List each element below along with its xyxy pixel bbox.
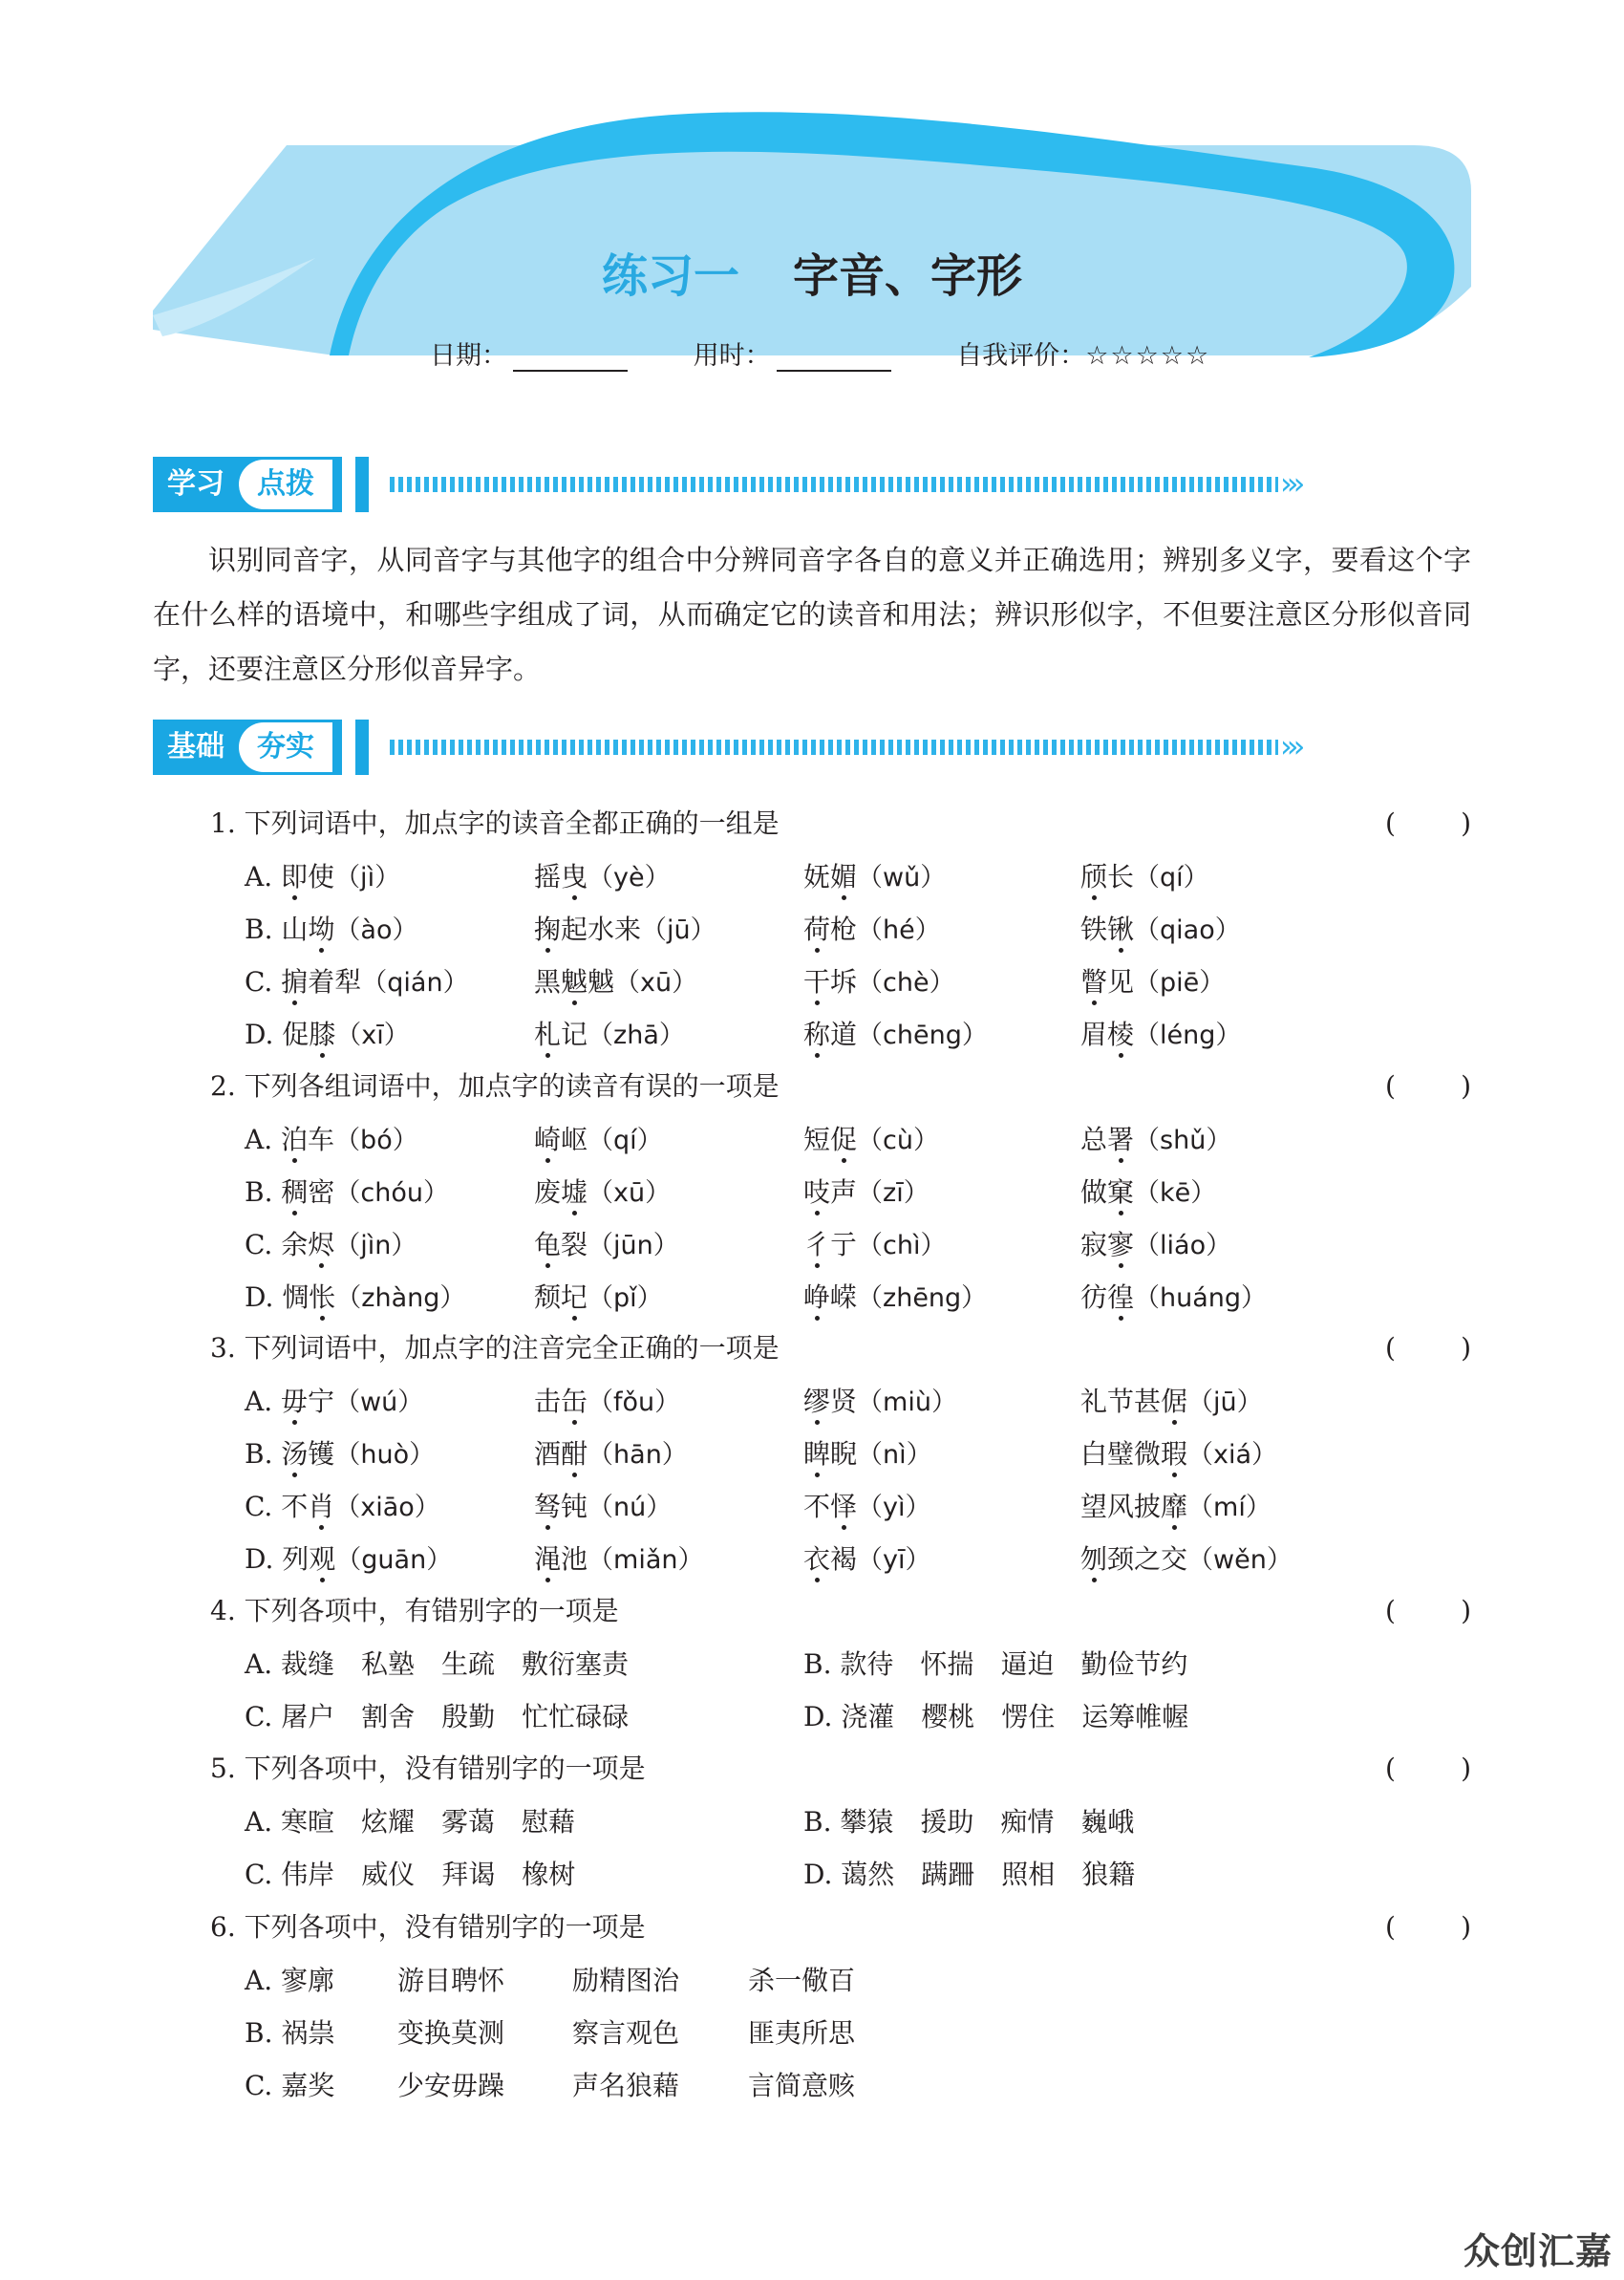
pinyin: （guān） [335,1545,453,1575]
pinyin: （liáo） [1134,1231,1232,1260]
word-part: 总 [1080,1124,1108,1155]
dotted-char: 札 [534,1019,562,1050]
word-part: 山 [281,914,309,945]
option-letter: C. [245,966,282,998]
chevrons-icon: ››› [1280,728,1300,764]
option-row [245,1850,1391,1900]
option-letter: A. [245,861,282,893]
dotted-char: 窠 [1107,1176,1135,1208]
dotted-char: 毋 [281,1386,309,1417]
option-letter: B. [245,1438,282,1470]
option-item: C. 嘉奖 [245,2070,335,2101]
option-item: 游目聘怀 [397,1965,505,1996]
option-row [245,1010,1391,1060]
dotted-char: 汤 [281,1438,309,1470]
option-item [534,1482,672,1533]
option-row [245,1956,1391,2006]
option-row [245,1482,1391,1532]
option-item [1080,1482,1271,1533]
question-stem [210,1063,1471,1110]
answer-blank[interactable] [1385,1904,1471,1951]
pinyin: （xī） [335,1021,410,1050]
paren-left: ( [1385,1332,1396,1364]
dotted-char: 怿 [830,1491,858,1522]
word-part: 道 [830,1019,858,1050]
dotted-char: 峥 [803,1281,831,1313]
section-label-b: 点拨 [239,460,332,509]
option-letter: C. [245,1491,282,1522]
option-item: 励精图治 [572,1965,680,1996]
word-part: 密 [308,1176,335,1208]
paren-right: ) [1461,1753,1471,1784]
question-stem [210,1904,1471,1951]
answer-blank[interactable] [1385,800,1471,848]
word-part: 摇 [534,861,562,893]
pinyin: （shǔ） [1134,1126,1232,1155]
dotted-char: 倨 [1161,1386,1188,1417]
pinyin: （mí） [1187,1493,1271,1522]
word-part: 车 [308,1124,335,1155]
word-part: 见 [1107,966,1135,998]
eval-label: 自我评价： [956,341,1086,371]
option-row [245,2009,1391,2058]
dotted-char: 稠 [281,1176,309,1208]
question-stem [210,1745,1471,1793]
word-part: 褐 [830,1543,858,1575]
pinyin: （huáng） [1134,1283,1268,1313]
word-part: 睨 [830,1438,858,1470]
pinyin: （yè） [588,863,671,893]
dotted-char: 衣 [803,1543,831,1575]
word-part: 寂 [1080,1229,1108,1260]
dotted-rule [390,740,1278,755]
word-part: 宁 [308,1386,335,1417]
option-item [534,1168,671,1218]
pinyin: （xū） [614,968,698,998]
option-letter: D. [245,1543,283,1575]
option-letter: A. [245,1386,282,1417]
option-item [534,957,697,1008]
dotted-char: 媚 [830,861,858,893]
dotted-char: 泊 [281,1124,309,1155]
dotted-char: 锹 [1107,914,1135,945]
pinyin: （cù） [857,1126,939,1155]
word-part: 做 [1080,1176,1108,1208]
question-text: 1. 下列词语中，加点字的读音全都正确的一组是 [210,807,780,839]
word-part: 彷 [1080,1281,1108,1313]
option-row [245,1377,1391,1427]
pinyin: （bó） [334,1126,418,1155]
word-part: 黑 [534,966,562,998]
option-item: B. 攀猿 援助 痴情 巍峨 [803,1806,1135,1838]
pinyin: （chóu） [334,1178,450,1208]
option-item [1080,1377,1263,1428]
question-text: 5. 下列各项中，没有错别字的一项是 [210,1753,646,1784]
dotted-char: 瞥 [1080,966,1108,998]
paren-right: ) [1461,1911,1471,1943]
dotted-char: 署 [1107,1124,1135,1155]
paren-left: ( [1385,1911,1396,1943]
pinyin: （pǐ） [588,1283,663,1313]
word-part: 铁 [1080,914,1108,945]
option-item [803,1115,939,1166]
word-part: 列 [282,1543,310,1575]
option-row [245,1797,1391,1847]
option-item [803,1377,957,1428]
time-label: 用时： [693,341,771,371]
pinyin: （chēng） [857,1021,988,1050]
option-item: 言简意赅 [748,2070,856,2101]
option-item: D. 浇灌 樱桃 愣住 运筹帷幄 [803,1701,1189,1732]
dotted-char: 怅 [309,1281,336,1313]
option-letter: B. [245,914,282,945]
option-item [1080,1535,1293,1585]
dotted-char: 干 [803,966,831,998]
question-stem [210,800,1471,848]
dotted-char: 酣 [561,1438,588,1470]
dotted-char: 靡 [1161,1491,1188,1522]
pinyin: （xiá） [1187,1440,1278,1470]
pinyin: （qí） [588,1126,663,1155]
dotted-char: 颀 [1080,861,1108,893]
section-header-basics [153,720,1299,775]
exercise-number: 练习一 [601,249,739,303]
option-item: 察言观色 [572,2017,680,2049]
word-part: 着犁 [308,966,362,998]
dotted-char: 圮 [561,1281,588,1313]
option-item [245,1168,449,1218]
option-row [245,2061,1391,2111]
pinyin: （ào） [334,915,418,945]
option-item [803,1168,930,1218]
dotted-char: 吱 [803,1176,831,1208]
word-part: 眉 [1080,1019,1108,1050]
section-label-a: 基础 [167,730,224,764]
page-title [0,239,1624,305]
dotted-char: 寥 [1107,1229,1135,1260]
option-row [245,1220,1391,1270]
option-item [803,905,941,956]
option-letter: D. [245,1281,283,1313]
option-row [245,852,1391,902]
question-text: 2. 下列各组词语中，加点字的读音有误的一项是 [210,1070,780,1102]
word-part: 亍 [830,1229,858,1260]
paren-left: ( [1385,1753,1396,1784]
option-row [245,957,1391,1007]
word-part: 嵘 [830,1281,858,1313]
dotted-char: 渑 [534,1543,562,1575]
pinyin: （jūn） [588,1231,679,1260]
option-letter: D. [245,1019,283,1050]
intro-paragraph: 识别同音字，从同音字与其他字的组合中分辨同音字各自的意义并正确选用；辨别多义字，要看这个字在什么样的语境中，和哪些字组成了词，从而确定它的读音和用法；辨识形似字，不但要注意区分形似音同字，还要注意区分形似音异字。 [153,544,1471,685]
pinyin: （hé） [857,915,941,945]
paren-left: ( [1385,1595,1396,1626]
pinyin: （hān） [588,1440,688,1470]
dotted-char: 魆 [561,966,588,998]
option-item [534,1010,685,1061]
option-item [245,1535,452,1585]
pinyin: （zī） [857,1178,930,1208]
dotted-char: 龟 [534,1229,562,1260]
option-item: C. 屠户 割舍 殷勤 忙忙碌碌 [245,1701,630,1732]
option-item [803,1535,931,1585]
pinyin: （wěn） [1187,1545,1293,1575]
pinyin: （yì） [857,1493,931,1522]
dotted-char: 墟 [561,1176,588,1208]
option-row [245,1535,1391,1584]
option-item [245,1220,417,1271]
pinyin: （léng） [1134,1021,1242,1050]
section-label-b: 夯实 [239,722,332,772]
option-item: 少安毋躁 [397,2070,505,2101]
option-item [1080,1115,1231,1166]
word-part: 岖 [561,1124,588,1155]
rating-stars[interactable]: ☆☆☆☆☆ [1085,341,1211,371]
pinyin: （miù） [857,1387,957,1417]
answer-blank[interactable] [1385,1745,1471,1793]
option-item [534,1535,704,1585]
option-item [534,905,716,956]
pinyin: （qiao） [1134,915,1241,945]
option-item [1080,1430,1277,1480]
paren-right: ) [1461,1595,1471,1626]
pinyin: （qián） [361,968,469,998]
option-item: A. 寒暄 炫耀 雾蔼 慰藉 [245,1806,576,1838]
word-part: 望风披 [1080,1491,1162,1522]
question-text: 4. 下列各项中，有错别字的一项是 [210,1595,619,1626]
option-item [803,957,955,1008]
section-label-a: 学习 [167,467,224,501]
dotted-char: 徨 [1107,1281,1135,1313]
pinyin: （qí） [1134,863,1209,893]
option-item: A. 寥廓 [245,1965,335,1996]
dotted-char: 驽 [534,1491,562,1522]
dotted-char: 睥 [803,1438,831,1470]
option-row [245,1273,1391,1323]
word-part: 坼 [830,966,858,998]
option-item [1080,905,1241,956]
meta-row [430,334,1210,372]
option-item: B. 款待 怀揣 逼迫 勤俭节约 [803,1648,1188,1680]
paren-right: ) [1461,1070,1471,1102]
word-part: 颓 [534,1281,562,1313]
chevrons-icon: ››› [1280,465,1300,502]
dotted-char: 荷 [803,914,831,945]
time-field[interactable] [777,347,891,372]
dotted-char: 彳 [803,1229,831,1260]
word-part: 白璧微 [1080,1438,1162,1470]
pinyin: （nì） [857,1440,932,1470]
dotted-char: 曳 [561,861,588,893]
option-row [245,1115,1391,1165]
option-item [245,1115,418,1166]
dotted-char: 即 [281,861,309,893]
answer-blank[interactable] [1385,1324,1471,1372]
word-part: 声 [830,1176,858,1208]
pinyin: （miǎn） [588,1545,704,1575]
option-item [803,1273,987,1323]
word-part: 礼节甚 [1080,1386,1162,1417]
option-item [803,1430,932,1480]
paren-right: ) [1461,807,1471,839]
pinyin: （piē） [1134,968,1226,998]
option-item: B. 祸祟 [245,2017,335,2049]
pinyin: （xiāo） [334,1493,440,1522]
dotted-rule [390,477,1278,492]
pinyin: （wǔ） [857,863,947,893]
option-row [245,1692,1391,1742]
option-item [803,1482,931,1533]
pinyin: （jì） [334,863,401,893]
word-part: 不 [803,1491,831,1522]
paren-left: ( [1385,1070,1396,1102]
option-item [803,852,946,903]
option-item [1080,852,1209,903]
dotted-char: 掬 [534,914,562,945]
option-item [534,1220,679,1271]
pinyin: （fǒu） [588,1387,681,1417]
word-part: 魆 [588,966,615,998]
word-part: 余 [281,1229,309,1260]
option-row [245,1430,1391,1479]
option-row [245,1168,1391,1217]
word-part: 短 [803,1124,831,1155]
pinyin: （zhàng） [335,1283,466,1313]
option-item: 变换莫测 [397,2017,505,2049]
word-part: 钝 [561,1491,588,1522]
word-part: 镬 [308,1438,335,1470]
pinyin: （wú） [334,1387,424,1417]
pinyin: （chè） [857,968,955,998]
dotted-char: 缶 [561,1386,588,1417]
pinyin: （nú） [588,1493,673,1522]
pinyin: （kē） [1134,1178,1217,1208]
pinyin: （jìn） [334,1231,417,1260]
option-item [1080,1273,1267,1323]
paren-left: ( [1385,807,1396,839]
dotted-char: 崎 [534,1124,562,1155]
dotted-char: 观 [309,1543,336,1575]
option-item [534,1273,663,1323]
question-text: 3. 下列词语中，加点字的注音完全正确的一项是 [210,1332,780,1364]
pinyin: （jū） [1187,1387,1263,1417]
option-item [245,852,400,903]
option-item [245,1430,435,1480]
dotted-char: 膝 [309,1019,336,1050]
word-part: 惆 [282,1281,310,1313]
option-item [1080,1010,1241,1061]
option-item [803,1010,988,1061]
option-item [1080,957,1225,1008]
option-item [534,1377,680,1428]
pinyin: （zhā） [588,1021,685,1050]
option-row [245,905,1391,955]
date-field[interactable] [513,347,628,372]
word-part: 起水来 [561,914,642,945]
word-part: 记 [561,1019,588,1050]
pinyin: （yī） [857,1545,931,1575]
dotted-char: 坳 [308,914,335,945]
pinyin: （xū） [588,1178,672,1208]
option-item: 匪夷所思 [748,2017,856,2049]
word-part: 促 [282,1019,310,1050]
option-item [245,957,469,1008]
option-item: C. 伟岸 威仪 拜谒 橡树 [245,1859,576,1890]
dotted-char: 瑕 [1161,1438,1188,1470]
date-label: 日期： [430,341,507,371]
option-item [245,905,418,956]
question-stem [210,1324,1471,1372]
word-part: 不 [281,1491,309,1522]
option-item [534,852,671,903]
watermark: 众创汇嘉 [1463,2230,1613,2272]
word-part: 颈之交 [1107,1543,1188,1575]
option-row [245,1640,1391,1689]
option-item [534,1115,663,1166]
option-item: D. 蔼然 蹒跚 照相 狼籍 [803,1859,1136,1890]
option-item: 杀一儆百 [748,1965,856,1996]
dotted-char: 掮 [281,966,309,998]
option-item [245,1377,423,1428]
option-letter: C. [245,1229,282,1260]
word-part: 妩 [803,861,831,893]
pinyin: （jū） [641,915,716,945]
answer-blank[interactable] [1385,1587,1471,1635]
section-header-learning [153,457,1299,512]
word-part: 裂 [561,1229,588,1260]
option-letter: A. [245,1124,282,1155]
dotted-char: 肖 [308,1491,335,1522]
option-letter: B. [245,1176,282,1208]
question-text: 6. 下列各项中，没有错别字的一项是 [210,1911,646,1943]
option-item [1080,1220,1231,1271]
option-item [1080,1168,1216,1218]
word-part: 使 [308,861,335,893]
dotted-char: 刎 [1080,1543,1108,1575]
word-part: 枪 [830,914,858,945]
option-item [245,1273,465,1323]
option-item: 声名狼藉 [572,2070,680,2101]
pinyin: （zhēng） [857,1283,988,1313]
pinyin: （huò） [334,1440,436,1470]
word-part: 击 [534,1386,562,1417]
dotted-char: 称 [803,1019,831,1050]
word-part: 废 [534,1176,562,1208]
dotted-char: 棱 [1107,1019,1135,1050]
paren-right: ) [1461,1332,1471,1364]
option-item [245,1482,440,1533]
dotted-char: 促 [830,1124,858,1155]
word-part: 酒 [534,1438,562,1470]
option-item [245,1010,410,1061]
question-stem [210,1587,1471,1635]
word-part: 长 [1107,861,1135,893]
answer-blank[interactable] [1385,1063,1471,1110]
option-item: A. 裁缝 私塾 生疏 敷衍塞责 [245,1648,630,1680]
dotted-char: 缪 [803,1386,831,1417]
option-item [803,1220,947,1271]
dotted-char: 烬 [308,1229,335,1260]
pinyin: （chì） [857,1231,947,1260]
exercise-title: 字音、字形 [793,249,1023,303]
word-part: 贤 [830,1386,858,1417]
word-part: 池 [561,1543,588,1575]
option-item [534,1430,688,1480]
